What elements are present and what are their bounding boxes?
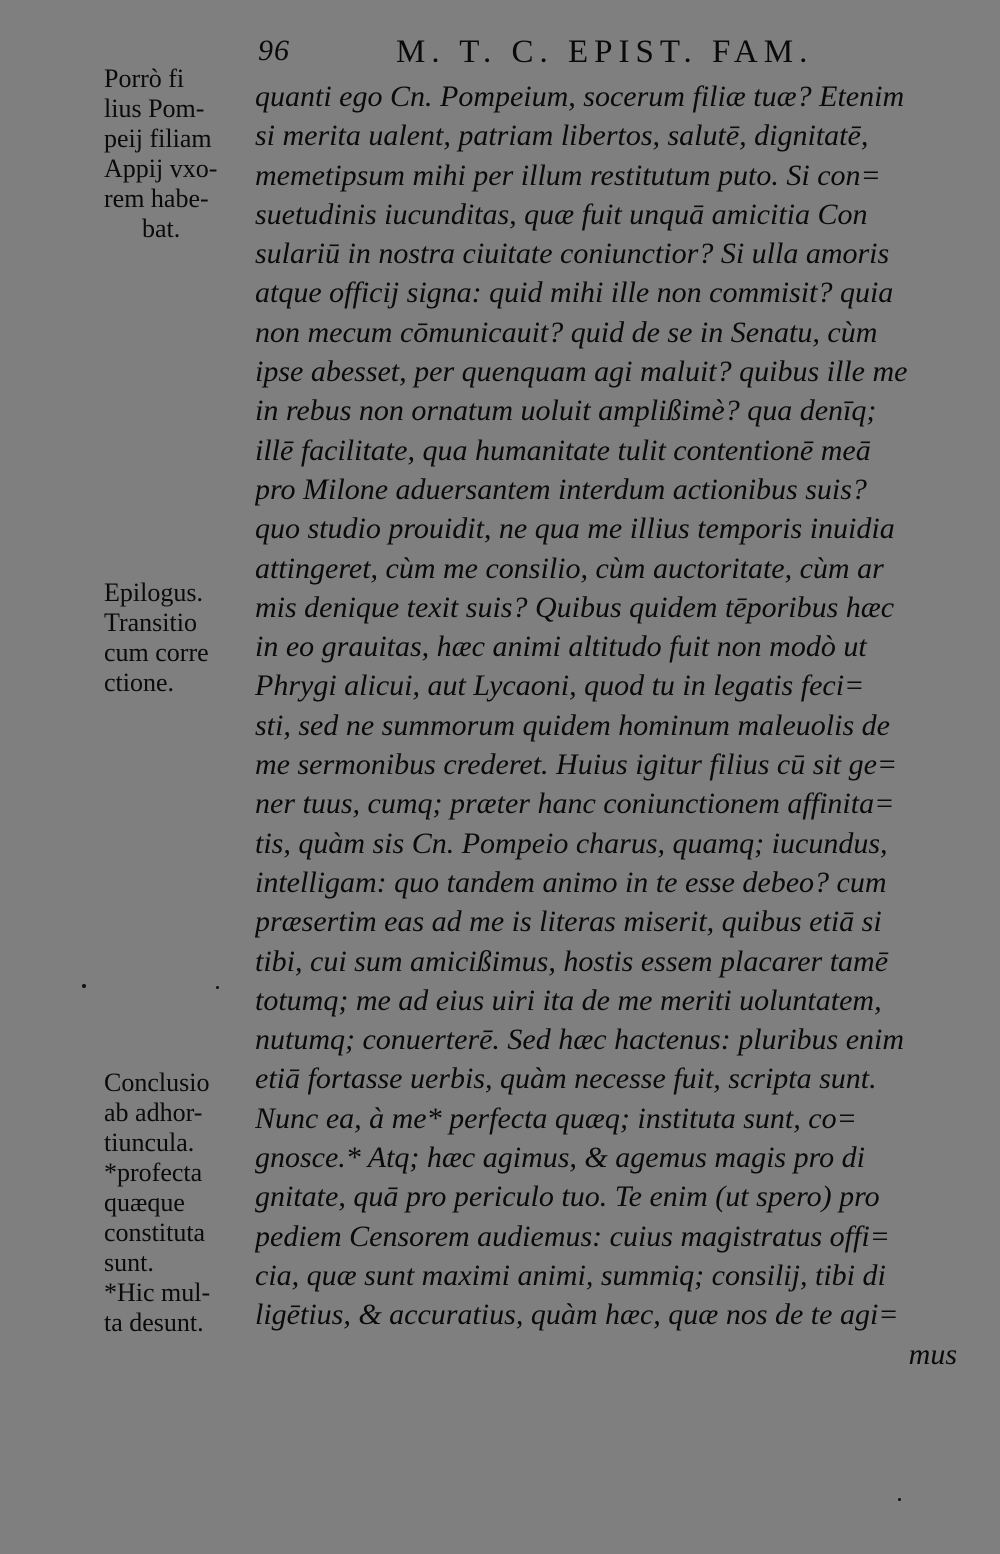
marginal-note-line: *profecta	[104, 1158, 203, 1187]
marginal-note-line: Conclusio	[104, 1068, 210, 1097]
ink-speck	[898, 1498, 901, 1501]
text-line: Phrygi alicui, aut Lycaoni, quod tu in legatis feci=	[255, 669, 865, 703]
marginal-note-line: bat.	[142, 214, 181, 243]
text-line: in rebus non ornatum uoluit amplißimè? qua denīq;	[255, 394, 877, 428]
marginal-note-line: tiuncula.	[104, 1128, 195, 1157]
marginal-note-line: Porrò fi	[104, 64, 185, 93]
marginal-note-line: ctione.	[104, 668, 175, 697]
marginal-note-line: rem habe-	[104, 184, 209, 213]
ink-speck	[216, 986, 219, 989]
text-line: tibi, cui sum amicißimus, hostis essem placarer tamē	[255, 944, 889, 978]
marginal-note-line: constituta	[104, 1218, 206, 1247]
text-line: pro Milone aduersantem interdum actionibus suis?	[255, 472, 867, 506]
page-header	[258, 34, 858, 78]
text-line: sulariū in nostra ciuitate coniunctior? Si ulla amoris	[255, 237, 890, 271]
text-line: quanti ego Cn. Pompeium, socerum filiæ tuæ? Etenim	[255, 80, 905, 113]
marginal-note-line: ab adhor-	[104, 1098, 203, 1127]
catchword: mus	[908, 1337, 957, 1371]
text-line: me sermonibus crederet. Huius igitur filius cū sit ge=	[255, 748, 898, 782]
marginal-note-line: ta desunt.	[104, 1308, 204, 1337]
text-line: ner tuus, cumq; præter hanc coniunctionem affinita=	[255, 787, 895, 821]
marginal-note-1	[104, 64, 252, 244]
text-line: intelligam: quo tandem animo in te esse debeo? cum	[255, 865, 887, 899]
ink-speck	[82, 984, 86, 988]
text-line: ligētius, & accuratius, quàm hæc, quæ nos de te agi=	[255, 1298, 899, 1332]
marginal-note-line: Epilogus.	[104, 578, 203, 607]
text-line: ipse abesset, per quenquam agi maluit? quibus ille me	[255, 355, 908, 389]
marginal-note-line: peij filiam	[104, 124, 212, 153]
text-line: etiā fortasse uerbis, quàm necesse fuit, scripta sunt.	[255, 1062, 877, 1096]
text-line: pediem Censorem audiemus: cuius magistratus offi=	[255, 1219, 890, 1253]
text-line: tis, quàm sis Cn. Pompeio charus, quamq; iucundus,	[255, 826, 888, 860]
text-line: Nunc ea, à me* perfecta quæq; instituta sunt, co=	[255, 1101, 857, 1135]
text-line: suetudinis iucunditas, quæ fuit unquā amicitia Con	[255, 197, 868, 231]
text-line: cia, quæ sunt maximi animi, summiq; consilij, tibi di	[255, 1258, 886, 1292]
text-line: memetipsum mihi per illum restitutum puto. Si con=	[255, 158, 881, 192]
marginal-note-line: Transitio	[104, 608, 197, 637]
text-line: præsertim eas ad me is literas miserit, quibus etiā si	[255, 905, 882, 939]
marginal-note-line: cum corre	[104, 638, 209, 667]
text-line: gnitate, quā pro periculo tuo. Te enim (ut spero) pro	[255, 1180, 880, 1214]
main-text-column	[255, 77, 967, 1374]
marginal-note-line: quæque	[104, 1188, 185, 1217]
running-head: M. T. C. EPIST. FAM.	[396, 34, 814, 70]
text-line: mis denique texit suis? Quibus quidem tēporibus hæc	[255, 590, 895, 624]
text-line: atque officij signa: quid mihi ille non commisit? quia	[255, 276, 894, 310]
marginal-note-3	[104, 1068, 252, 1338]
text-line: non mecum cōmunicauit? quid de se in Senatu, cùm	[255, 315, 878, 349]
text-line: nutumq; conuerterē. Sed hæc hactenus: pluribus enim	[255, 1023, 905, 1057]
text-line: sti, sed ne summorum quidem hominum maleuolis de	[255, 708, 890, 742]
marginal-note-line: Appij vxo-	[104, 154, 218, 183]
marginal-note-line: *Hic mul-	[104, 1278, 211, 1307]
text-line: in eo grauitas, hæc animi altitudo fuit non modò ut	[255, 630, 867, 664]
text-line: gnosce.* Atq; hæc agimus, & agemus magis pro di	[255, 1141, 865, 1175]
marginal-note-line: lius Pom-	[104, 94, 205, 123]
page-number: 96	[258, 34, 290, 67]
marginal-note-2	[104, 578, 252, 698]
marginal-note-line: sunt.	[104, 1248, 154, 1277]
text-line: illē facilitate, qua humanitate tulit contentionē meā	[255, 433, 871, 467]
text-line: quo studio prouidit, ne qua me illius temporis inuidia	[255, 512, 895, 546]
text-line: totumq; me ad eius uiri ita de me meriti uoluntatem,	[255, 983, 882, 1017]
text-line: si merita ualent, patriam libertos, salutē, dignitatē,	[255, 119, 869, 153]
text-line: attingeret, cùm me consilio, cùm auctoritate, cùm ar	[255, 551, 884, 585]
